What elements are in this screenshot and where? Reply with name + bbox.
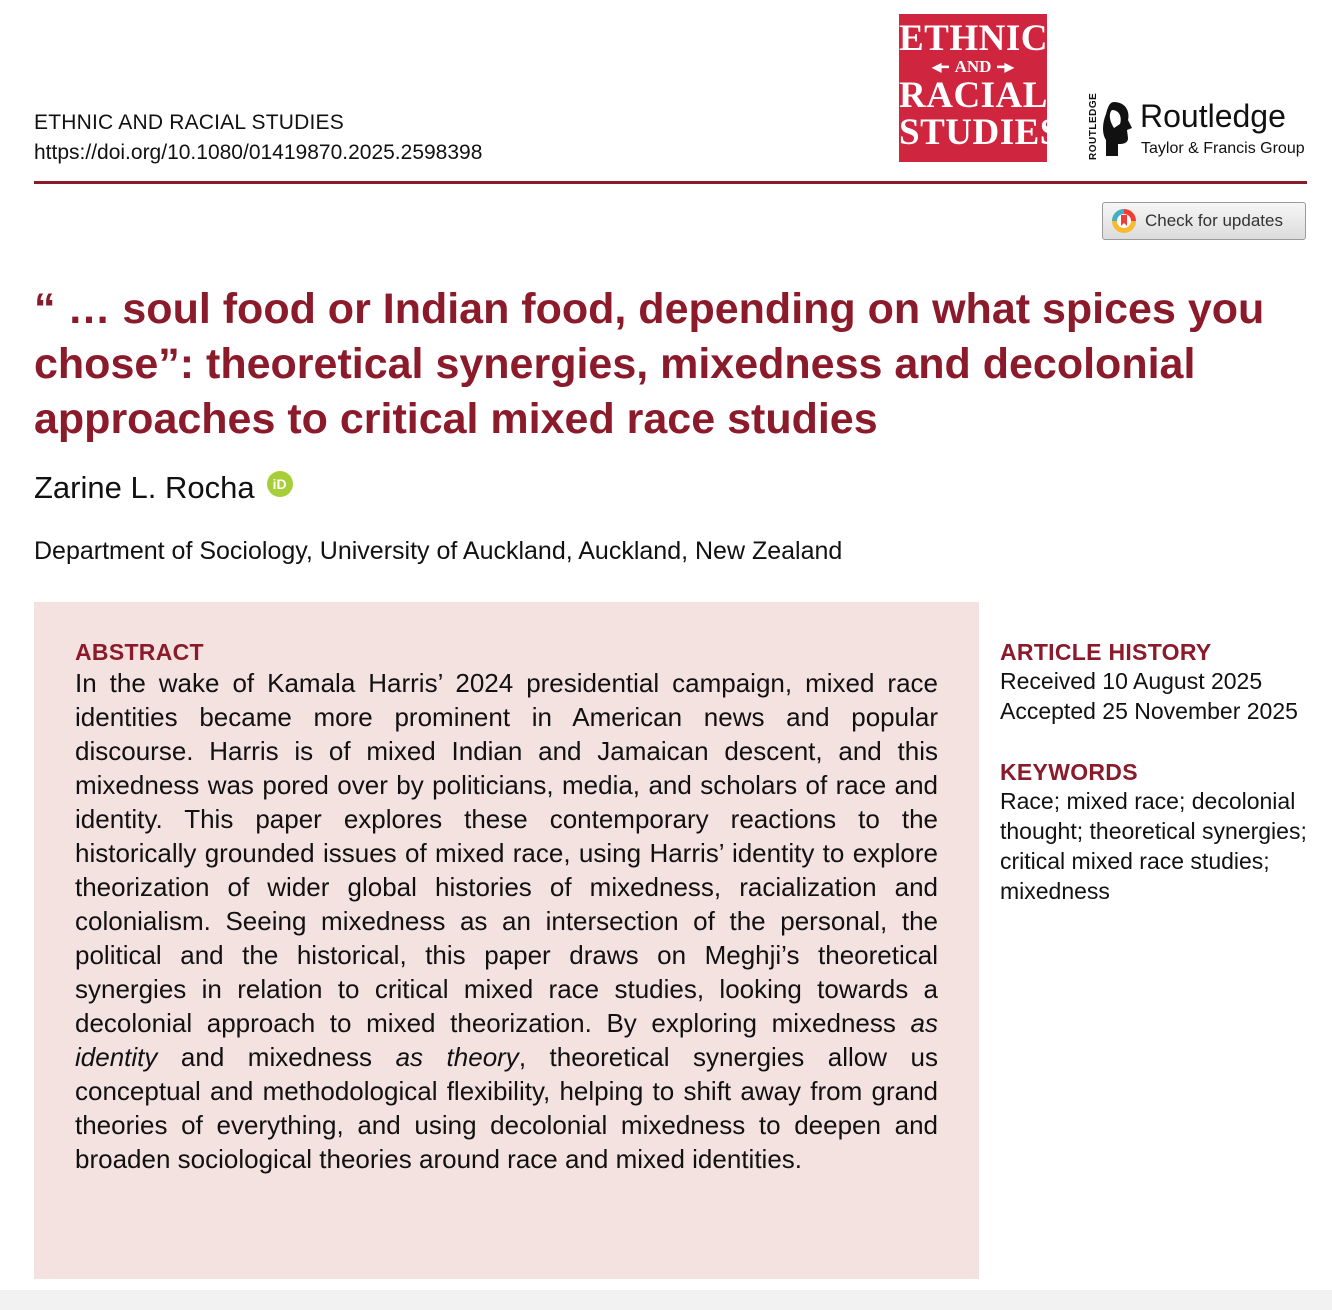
crossmark-icon	[1111, 208, 1137, 234]
abstract-text	[75, 666, 938, 1176]
abstract-emphasis-theory: as theory	[395, 1042, 519, 1072]
abstract-text-part1: In the wake of Kamala Harris’ 2024 presidential campaign, mixed race identities became more prominent in American news and popular discourse. Harris is of mixed Indian and Jamaican descent, and this mixedness was pored over by politicians, media, and scholars of race and identity. This paper explores these contemporary reactions to the historically grounded issues of mixed race, using Harris’ identity to explore theorization of wider global histories of mixedness, racialization and colonialism. Seeing mixedness as an intersection of the personal, the political and the historical, this paper draws on Meghji’s theoretical synergies in relation to critical mixed race studies, looking towards a decolonial approach to mixed theorization. By exploring mixedness	[75, 668, 938, 1038]
arrow-right-icon: ━▶	[997, 60, 1014, 74]
article-title: “ … soul food or Indian food, depending on what spices you chose”: theoretical synergies, mixedness and decolonial approaches to critical mixed race studies	[34, 285, 1265, 443]
received-date: Received 10 August 2025	[1000, 668, 1263, 694]
abstract-panel	[34, 602, 979, 1279]
keywords-heading: KEYWORDS	[1000, 759, 1138, 785]
abstract-text-part3: , theoretical synergies allow us conceptual and methodological flexibility, helping to shift away from grand theories of everything, and using decolonial mixedness to deepen and broaden sociological theories around race and mixed identities.	[75, 1042, 939, 1174]
abstract-emphasis-identity: as identity	[75, 1008, 938, 1072]
header-divider	[34, 181, 1307, 184]
journal-name: ETHNIC AND RACIAL STUDIES	[34, 111, 344, 134]
abstract-text-part2: and mixedness	[157, 1042, 396, 1072]
publisher-group: Taylor & Francis Group	[1141, 140, 1305, 157]
publisher-name: Routledge	[1140, 98, 1286, 134]
article-history	[1000, 638, 1320, 726]
author-name: Zarine L. Rocha	[34, 470, 255, 505]
journal-logo-line3: RACIAL	[899, 75, 1048, 116]
abstract-heading: ABSTRACT	[75, 639, 204, 665]
author	[34, 470, 293, 506]
doi-link[interactable]: https://doi.org/10.1080/01419870.2025.2598398	[34, 141, 483, 164]
arrow-left-icon: ◀━	[932, 60, 949, 74]
affiliation: Department of Sociology, University of Auckland, Auckland, New Zealand	[34, 537, 843, 565]
article-history-heading: ARTICLE HISTORY	[1000, 639, 1212, 665]
accepted-date: Accepted 25 November 2025	[1000, 698, 1298, 724]
check-for-updates-label: Check for updates	[1145, 211, 1283, 230]
orcid-icon[interactable]: iD	[267, 471, 293, 497]
publisher-logo[interactable]	[1088, 92, 1313, 162]
bottom-edge	[0, 1290, 1332, 1310]
keywords	[1000, 758, 1320, 906]
publisher-logo-vertical: ROUTLEDGE	[1088, 92, 1099, 160]
journal-logo-line4: STUDIES	[899, 112, 1061, 153]
journal-logo[interactable]	[899, 14, 1061, 162]
journal-logo-line2-row	[899, 57, 1047, 77]
keywords-text: Race; mixed race; decolonial thought; theoretical synergies; critical mixed race studies; mixedness	[1000, 788, 1307, 904]
routledge-head-icon	[1100, 100, 1134, 158]
journal-logo-line2: AND	[954, 57, 992, 76]
journal-logo-line1: ETHNIC	[899, 18, 1048, 59]
check-for-updates-button[interactable]	[1102, 202, 1306, 240]
